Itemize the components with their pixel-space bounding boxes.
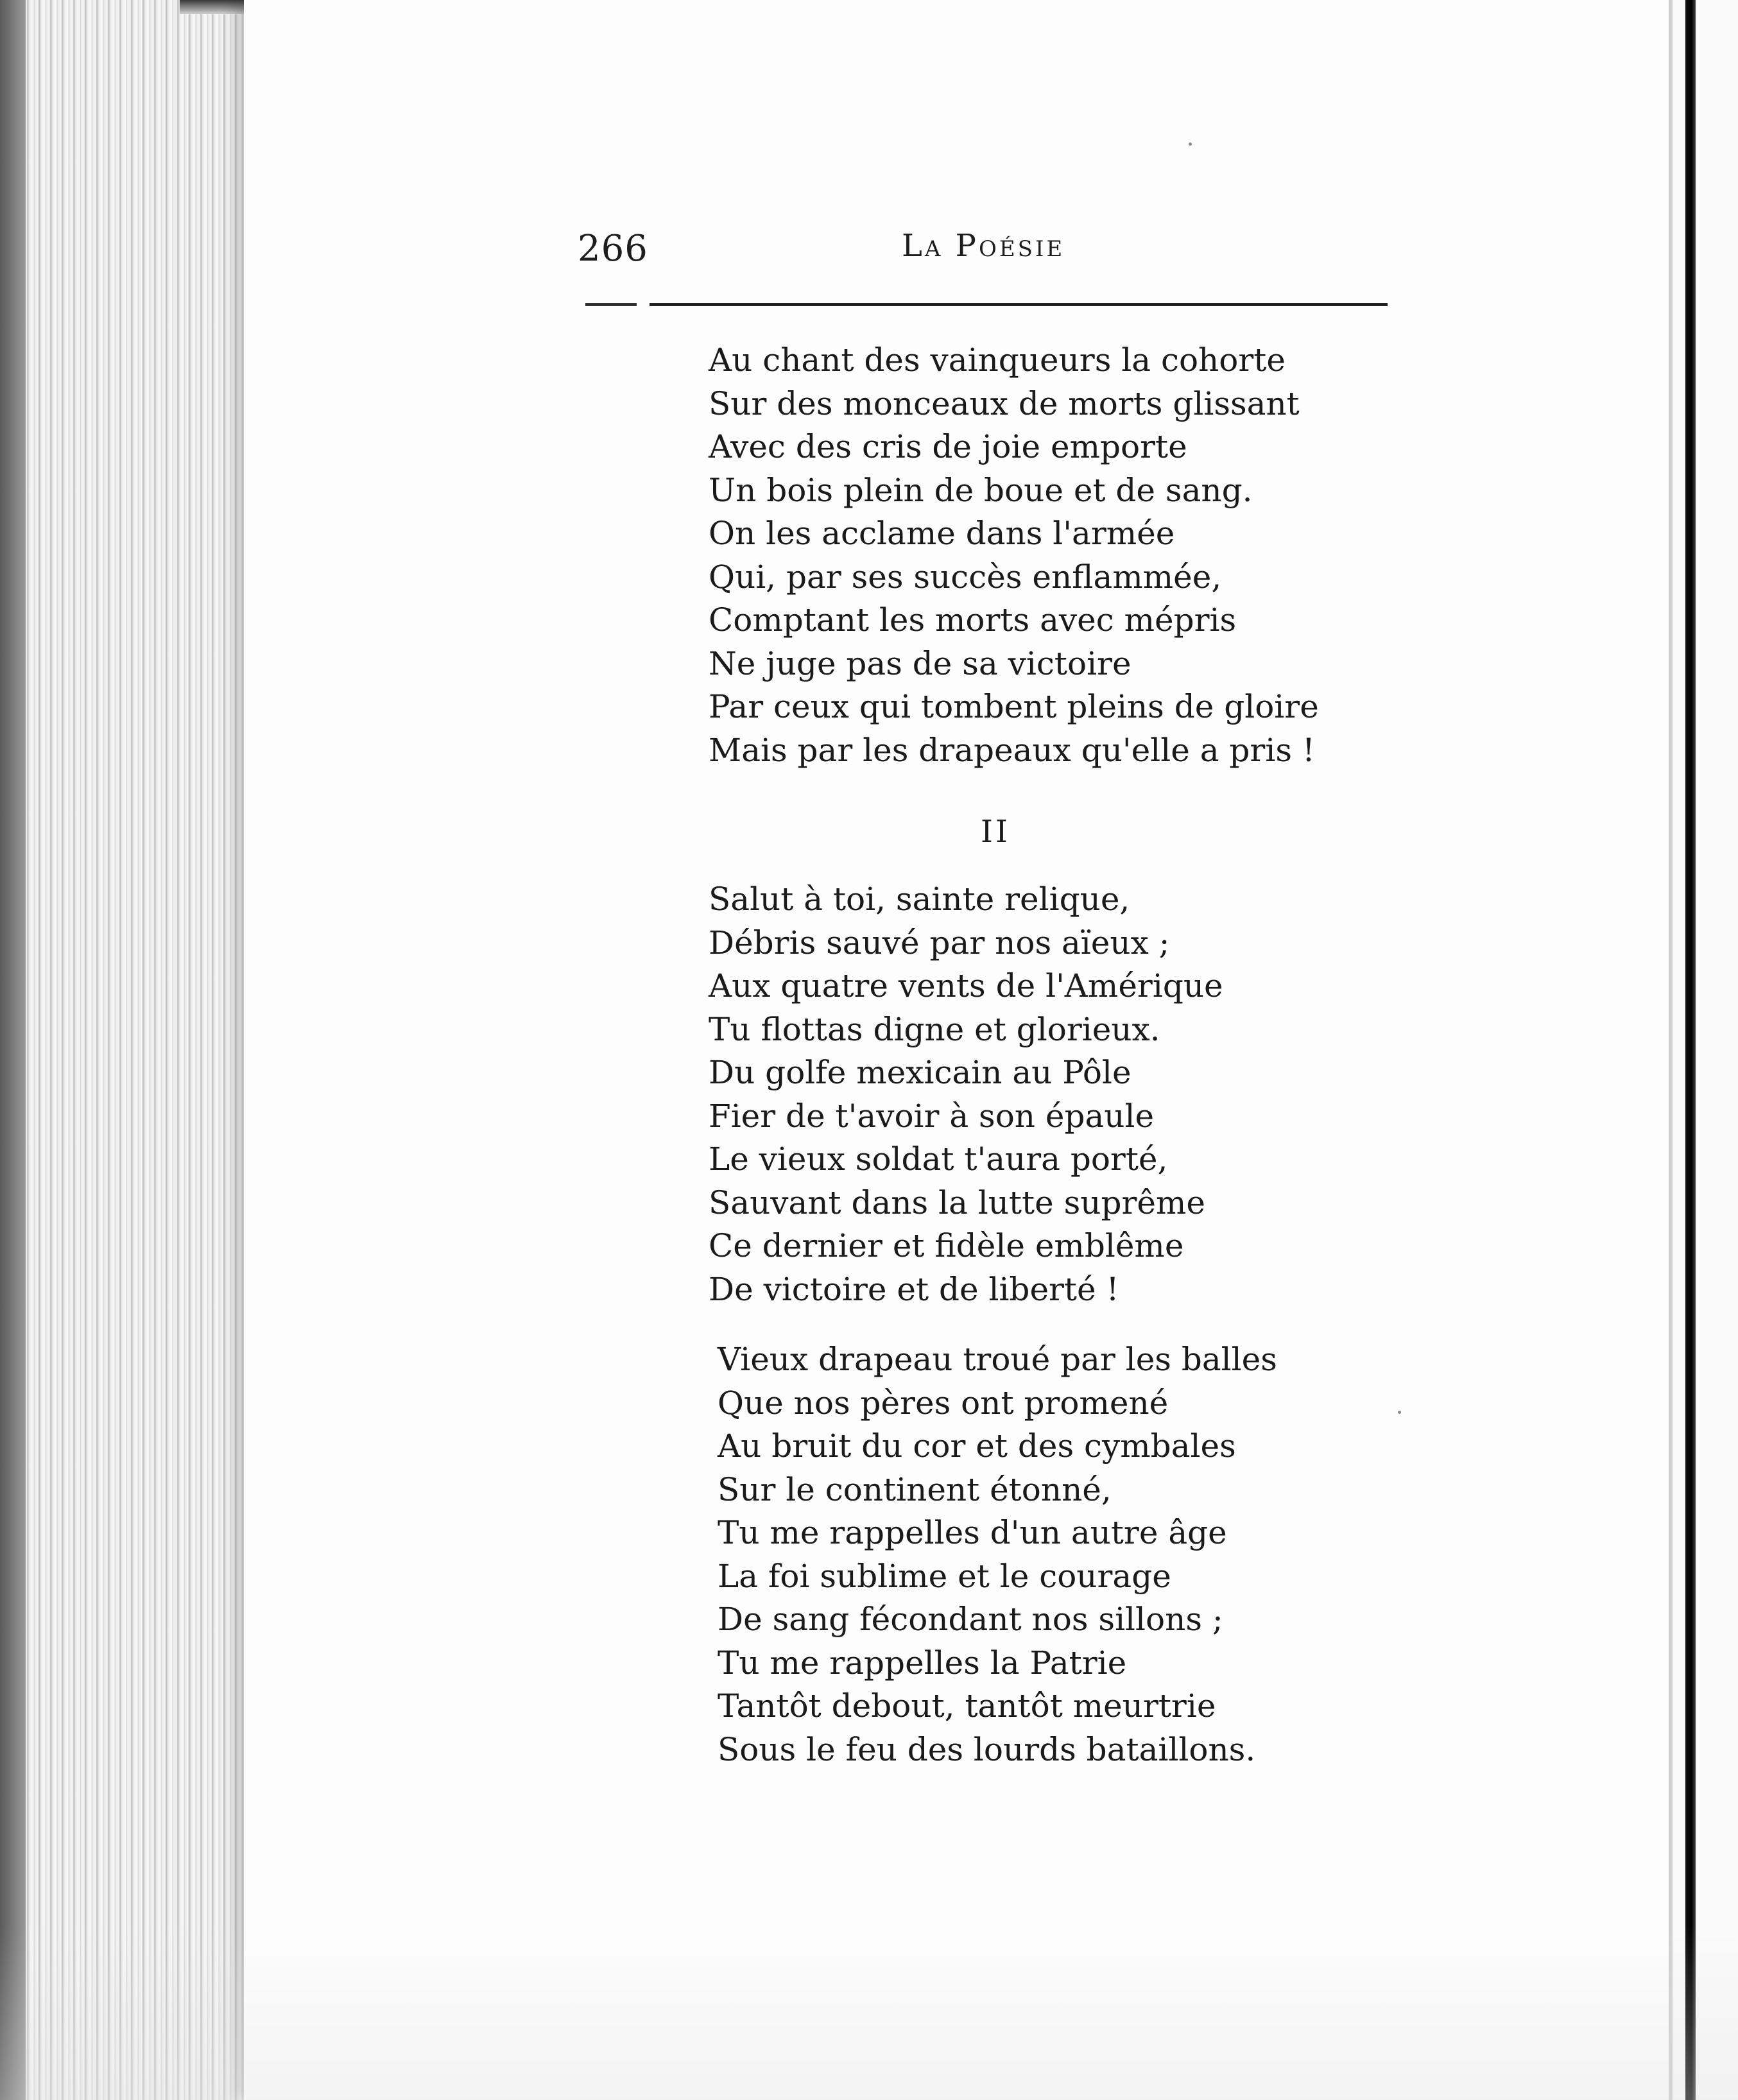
verse-line: Un bois plein de boue et de sang. [709, 471, 1253, 509]
verse-line: Tu flottas digne et glorieux. [709, 1010, 1160, 1048]
verse-line: De victoire et de liberté ! [709, 1270, 1119, 1308]
verse-line: Vieux drapeau troué par les balles [718, 1341, 1277, 1378]
verse-line: Que nos pères ont promené [718, 1384, 1169, 1422]
verse-line: Qui, par ses succès enflammée, [709, 558, 1222, 596]
scan-speck [1189, 142, 1192, 146]
verse-line: Au bruit du cor et des cymbales [718, 1427, 1236, 1465]
verse-line: Avec des cris de joie emporte [709, 428, 1187, 465]
section-numeral: II [981, 814, 1010, 850]
page-header-title: La Poésie [902, 228, 1065, 264]
bottom-shadow [0, 1925, 1738, 2100]
verse-line: Sur le continent étonné, [718, 1470, 1112, 1508]
verse-line: Salut à toi, sainte relique, [709, 881, 1130, 918]
stanza [709, 878, 1223, 1311]
verse-line: Au chant des vainqueurs la cohorte [709, 341, 1286, 379]
running-head [578, 221, 1393, 279]
right-binding-shadow [1685, 0, 1696, 2100]
verse-line: Débris sauvé par nos aïeux ; [709, 924, 1170, 961]
verse-line: Sous le feu des lourds bataillons. [718, 1730, 1256, 1768]
verse-line: Du golfe mexicain au Pôle [709, 1054, 1131, 1091]
header-rule [585, 303, 1388, 306]
verse-line: Tu me rappelles la Patrie [718, 1644, 1127, 1682]
verse-line: Sur des monceaux de morts glissant [709, 384, 1300, 422]
book-spine-shadow [0, 0, 26, 2100]
stanza [709, 339, 1319, 772]
verse-line: De sang fécondant nos sillons ; [718, 1601, 1223, 1638]
verse-line: Comptant les morts avec mépris [709, 601, 1237, 639]
stacked-page-edges [0, 0, 270, 2100]
right-gutter [1669, 0, 1738, 2100]
verse-line: Tantôt debout, tantôt meurtrie [718, 1687, 1216, 1725]
verse-line: On les acclame dans l'armée [709, 515, 1175, 552]
verse-line: Le vieux soldat t'aura porté, [709, 1140, 1168, 1178]
scan-speck [1398, 1411, 1401, 1414]
verse-line: Aux quatre vents de l'Amérique [709, 967, 1223, 1004]
verse-line: Sauvant dans la lutte suprême [709, 1183, 1205, 1221]
stanza [718, 1338, 1277, 1771]
page-number: 266 [578, 228, 648, 270]
verse-line: Ce dernier et fidèle emblême [709, 1227, 1184, 1264]
verse-line: Par ceux qui tombent pleins de gloire [709, 688, 1319, 725]
verse-line: Ne juge pas de sa victoire [709, 644, 1131, 682]
verse-line: Tu me rappelles d'un autre âge [718, 1514, 1227, 1551]
verse-line: Fier de t'avoir à son épaule [709, 1097, 1155, 1135]
verse-line: Mais par les drapeaux qu'elle a pris ! [709, 731, 1315, 769]
verse-line: La foi sublime et le courage [718, 1557, 1171, 1595]
right-page-edge [1669, 0, 1673, 2100]
